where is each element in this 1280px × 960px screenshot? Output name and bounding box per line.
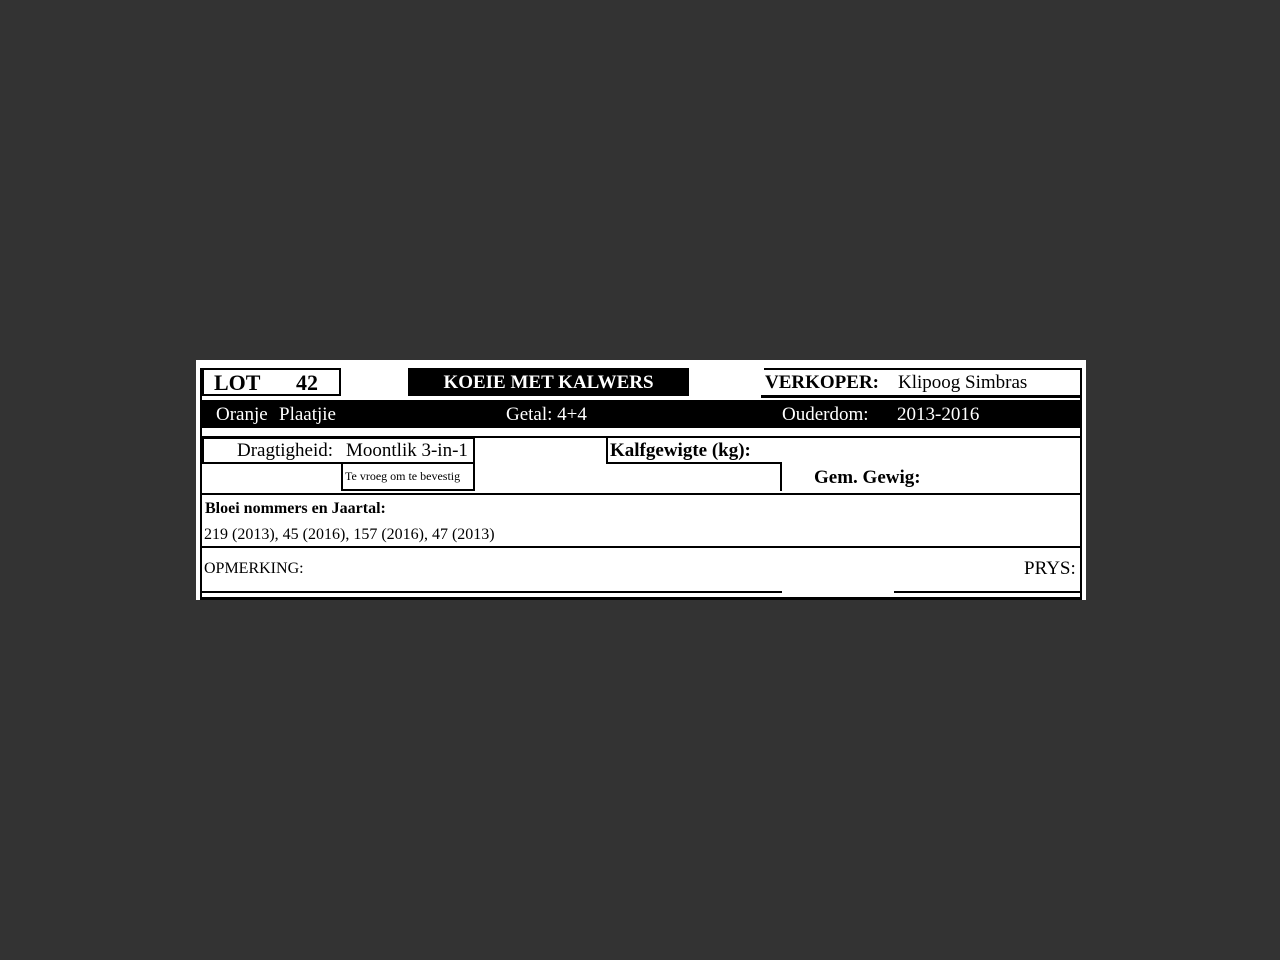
calf-weights-label: Kalfgewigte (kg): (610, 440, 751, 461)
brand-numbers-label: Bloei nommers en Jaartal: (205, 500, 386, 517)
lot-number: 42 (296, 370, 318, 395)
brand-numbers-value: 219 (2013), 45 (2016), 157 (2016), 47 (2013) (204, 526, 495, 543)
seller-box-top (764, 368, 1082, 370)
row4-top-line (200, 493, 1082, 495)
seller-label: VERKOPER: (765, 372, 879, 393)
lot-label: LOT (214, 370, 261, 395)
age-value: 2013-2016 (897, 404, 980, 425)
calf-box-left (606, 436, 608, 464)
avg-weight-label: Gem. Gewig: (814, 467, 921, 488)
seller-value: Klipoog Simbras (898, 372, 1028, 393)
price-underline (894, 591, 1080, 593)
tag-color: Oranje (216, 404, 268, 425)
pregnancy-note: Te vroeg om te bevestig (345, 469, 461, 483)
price-label: PRYS: (1024, 558, 1076, 579)
lot-card (196, 360, 1086, 600)
avg-box-left (780, 462, 782, 491)
tag-type: Plaatjie (279, 404, 336, 425)
pregnancy-label: Dragtigheid: (237, 440, 334, 461)
count-value: Getal: 4+4 (506, 404, 587, 425)
row5-top-line (200, 546, 1082, 548)
frame-bottom (200, 597, 1082, 600)
category-title: KOEIE MET KALWERS (443, 372, 654, 393)
remark-underline (202, 591, 782, 593)
remark-label: OPMERKING: (204, 560, 304, 577)
seller-underline (761, 395, 1082, 398)
age-label: Ouderdom: (782, 404, 869, 425)
pregnancy-value: Moontlik 3-in-1 (346, 440, 468, 461)
calf-box-bottom (606, 462, 782, 464)
